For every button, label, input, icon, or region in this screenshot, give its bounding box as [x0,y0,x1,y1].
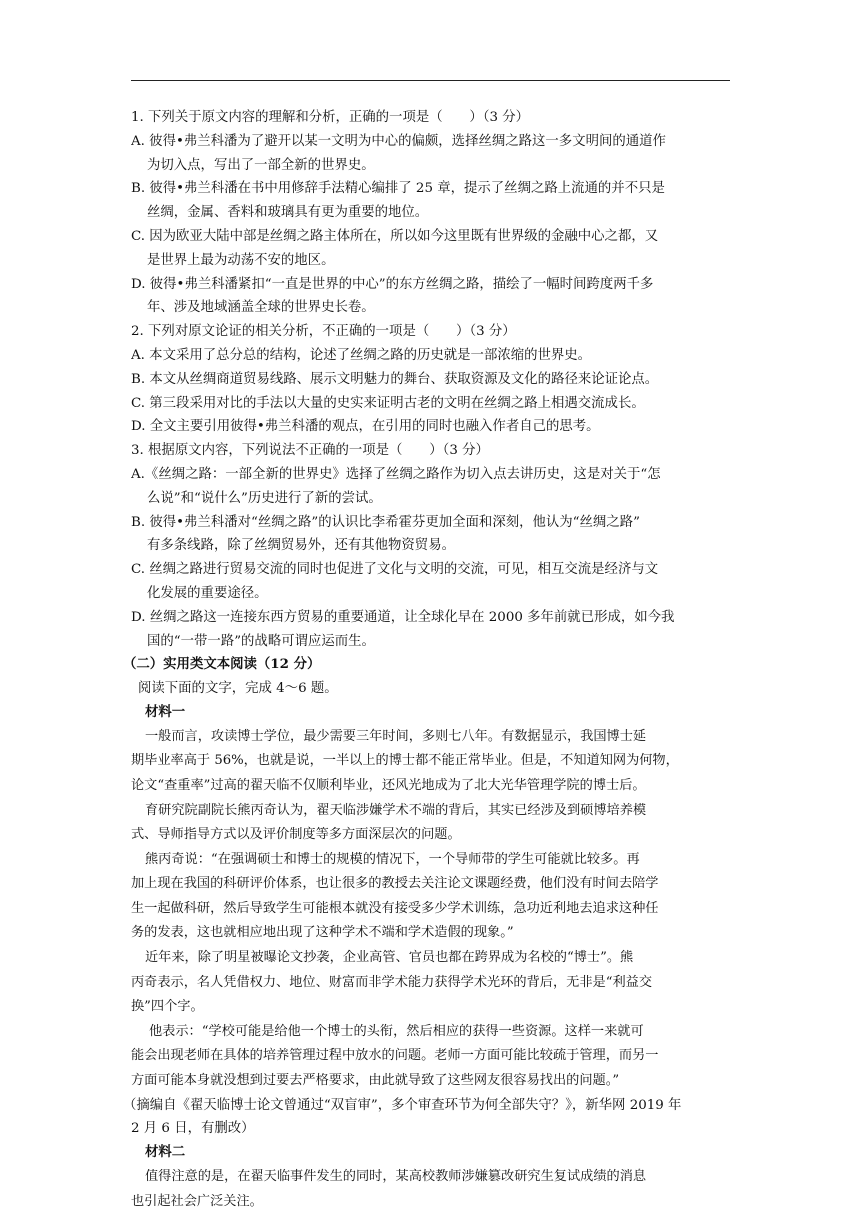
q3-option-a-cont: 么说”和“说什么”历史进行了新的尝试。 [147,490,382,506]
material1-line: 丙奇表示，名人凭借权力、地位、财富而非学术能力获得学术光环的背后，无非是“利益交 [131,974,653,990]
section-title: （二）实用类文本阅读（12 分） [123,656,321,673]
q2-option-c: C. 第三段采用对比的手法以大量的史实来证明古老的文明在丝绸之路上相遇交流成长。 [131,395,645,411]
q1-stem: 1. 下列关于原文内容的理解和分析，正确的一项是（ ）（3 分） [131,110,530,125]
q1-option-b: B. 彼得•弗兰科潘在书中用修辞手法精心编排了 25 章，提示了丝绸之路上流通的并不只是 [131,181,665,197]
material1-line: 期毕业率高于 56%，也就是说，一半以上的博士都不能正常毕业。但是，不知道知网为何物， [131,753,679,769]
material1-source: （摘编自《翟天临博士论文曾通过“双盲审”，多个审查环节为何全部失守？》，新华网 2019 年 [123,1097,682,1113]
q3-option-d: D. 丝绸之路这一连接东西方贸易的重要通道，让全球化早在 2000 多年前就已形成，如今我 [131,609,675,625]
material1-line: 论文“查重率”过高的翟天临不仅顺利毕业，还风光地成为了北大光华管理学院的博士后。 [131,777,646,793]
material1-line: 近年来，除了明星被曝论文抄袭，企业高管、官员也都在跨界成为名校的“博士”。熊 [145,950,634,966]
document-body [123,106,732,1214]
q2-stem: 2. 下列对原文论证的相关分析，不正确的一项是（ ）（3 分） [131,324,516,340]
q3-option-a: A.《丝绸之路：一部全新的世界史》选择了丝绸之路作为切入点去讲历史，这是对关于“怎 [131,466,661,482]
material1-heading: 材料一 [145,703,186,720]
q1-option-c-cont: 是世界上最为动荡不安的地区。 [147,252,335,268]
q3-option-b: B. 彼得•弗兰科潘对“丝绸之路”的认识比李希霍芬更加全面和深刻，他认为“丝绸之路” [131,514,640,530]
material1-line: 熊丙奇说：“在强调硕士和博士的规模的情况下，一个导师带的学生可能就比较多。再 [145,851,640,867]
q2-option-a: A. 本文采用了总分总的结构，论述了丝绸之路的历史就是一部浓缩的世界史。 [131,347,592,363]
q1-option-d: D. 彼得•弗兰科潘紧扣“一直是世界的中心”的东方丝绸之路，描绘了一幅时间跨度两千多 [131,276,654,292]
q1-option-a: A. 彼得•弗兰科潘为了避开以某一文明为中心的偏颇，选择丝绸之路这一多文明间的通道作 [131,133,666,149]
q3-stem: 3. 根据原文内容，下列说法不正确的一项是（ ）（3 分） [131,443,489,459]
material1-line: 他表示：“学校可能是给他一个博士的头衔，然后相应的获得一些资源。这样一来就可 [149,1023,644,1039]
material1-line: 能会出现老师在具体的培养管理过程中放水的问题。老师一方面可能比较疏于管理，而另一 [131,1048,659,1064]
q3-option-c-cont: 化发展的重要途径。 [147,585,268,601]
material1-line: 务的发表，这也就相应地出现了这种学术不端和学术造假的现象。” [131,925,514,941]
q3-option-b-cont: 有多条线路，除了丝绸贸易外，还有其他物资贸易。 [147,538,455,554]
q3-option-c: C. 丝绸之路进行贸易交流的同时也促进了文化与文明的交流，可见，相互交流是经济与文 [131,562,659,578]
material1-line: 方面可能本身就没想到过要去严格要求，由此就导致了这些网友很容易找出的问题。” [131,1073,620,1089]
q1-option-b-cont: 丝绸，金属、香料和玻璃具有更为重要的地位。 [147,205,429,221]
q1-option-d-cont: 年、涉及地域涵盖全球的世界史长卷。 [147,300,375,316]
q2-option-b: B. 本文从丝绸商道贸易线路、展示文明魅力的舞台、获取资源及文化的路径来论证论点。 [131,371,659,387]
q1-option-c: C. 因为欧亚大陆中部是丝绸之路主体所在，所以如今这里既有世界级的金融中心之都，又 [131,228,659,244]
material2-heading: 材料二 [145,1144,186,1161]
material1-line: 式、导师指导方式以及评价制度等多方面深层次的问题。 [131,827,461,843]
material1-source-cont: 2 月 6 日，有删改） [131,1121,255,1137]
header-rule [131,80,730,81]
q1-option-a-cont: 为切入点，写出了一部全新的世界史。 [147,157,375,173]
material1-line: 换”四个字。 [131,999,204,1015]
material1-line: 生一起做科研，然后导致学生可能根本就没有接受多少学术训练，急功近利地去追求这种任 [131,900,659,916]
material2-line: 值得注意的是，在翟天临事件发生的同时，某高校教师涉嫌篡改研究生复试成绩的消息 [145,1169,647,1185]
q2-option-d: D. 全文主要引用彼得•弗兰科潘的观点，在引用的同时也融入作者自己的思考。 [131,419,600,435]
material1-line: 育研究院副院长熊丙奇认为，翟天临涉嫌学术不端的背后，其实已经涉及到硕博培养模 [145,802,647,818]
material1-line: 加上现在我国的科研评价体系，也让很多的教授去关注论文课题经费，他们没有时间去陪学 [131,876,659,892]
section-instruction: 阅读下面的文字，完成 4～6 题。 [138,681,338,697]
q3-option-d-cont: 国的“一带一路”的战略可谓应运而生。 [147,633,375,649]
material1-line: 一般而言，攻读博士学位，最少需要三年时间，多则七八年。有数据显示，我国博士延 [145,728,647,744]
material2-line: 也引起社会广泛关注。 [131,1193,263,1209]
